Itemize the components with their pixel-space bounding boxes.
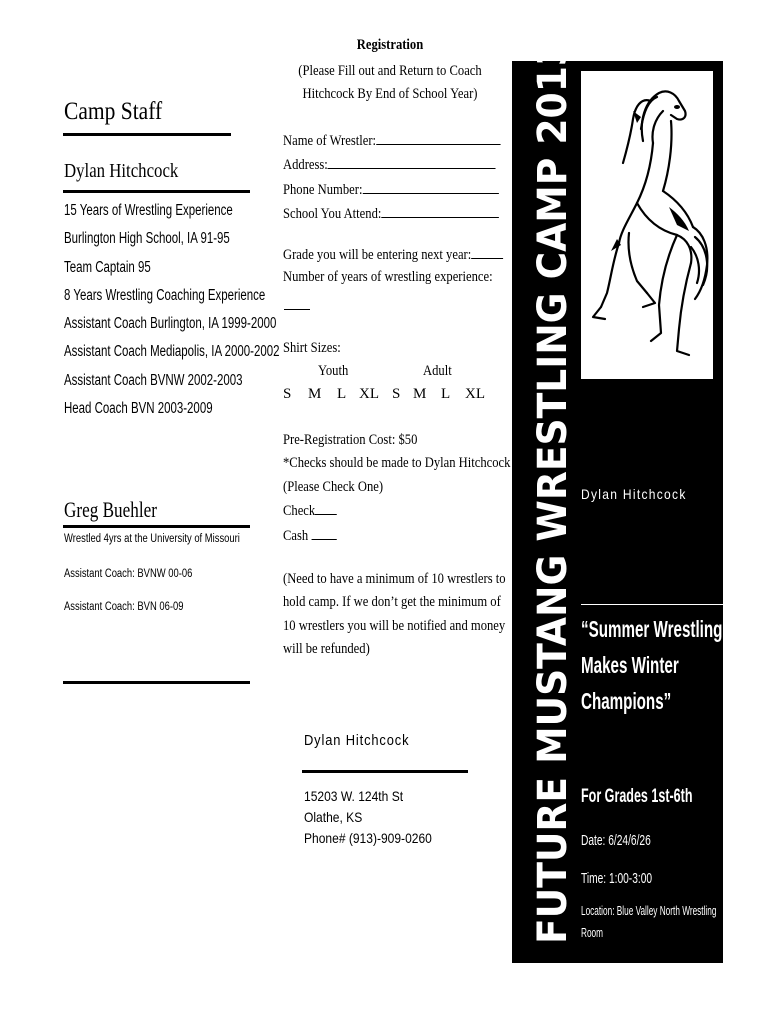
- address-field[interactable]: [283, 153, 500, 177]
- experience-item: Team Captain 95: [64, 258, 151, 276]
- coach2-role: Assistant Coach: BVNW 00-06: [64, 568, 193, 580]
- cost-section: [283, 429, 510, 548]
- contact-phone: Phone# (913)-909-0260: [304, 830, 432, 846]
- experience-item: Burlington High School, IA 91-95: [64, 230, 230, 248]
- slogan-line: Makes Winter: [581, 652, 679, 678]
- years-label: Number of years of wrestling experience:: [283, 269, 493, 285]
- shirt-youth-label: Youth: [318, 363, 349, 379]
- field-label: Phone Number:: [283, 181, 363, 198]
- experience-item: 8 Years Wrestling Coaching Experience: [64, 286, 266, 304]
- mustang-horse-icon: [581, 71, 713, 379]
- experience-item: Assistant Coach Burlington, IA 1999-2000: [64, 315, 277, 333]
- logo-box: [581, 71, 713, 379]
- note-line: 10 wrestlers you will be notified and money: [283, 617, 506, 634]
- shirt-sizes-label: Shirt Sizes:: [283, 340, 341, 356]
- phone-blank[interactable]: [362, 178, 498, 194]
- experience-item: Head Coach BVN 2003-2009: [64, 400, 213, 418]
- note-line: hold camp. If we don’t get the minimum of: [283, 594, 501, 611]
- cash-option[interactable]: [283, 524, 510, 548]
- coach1-experience-list: [64, 197, 384, 423]
- camp-staff-heading: Camp Staff: [64, 98, 163, 125]
- experience-item: 15 Years of Wrestling Experience: [64, 202, 233, 219]
- staff-heading-rule: [63, 133, 231, 136]
- size-option[interactable]: S: [283, 386, 292, 402]
- size-option[interactable]: L: [441, 386, 451, 402]
- shirt-adult-label: Adult: [423, 363, 452, 379]
- panel-grades: For Grades 1st-6th: [581, 786, 693, 807]
- left-column-bottom-rule: [63, 681, 250, 684]
- address-blank[interactable]: [328, 153, 496, 169]
- contact-address2: Olathe, KS: [304, 809, 363, 825]
- note-line: will be refunded): [283, 641, 370, 658]
- coach2-name: Greg Buehler: [64, 497, 157, 522]
- experience-item: Assistant Coach BVNW 2002-2003: [64, 371, 243, 389]
- contact-address1: 15203 W. 124th St: [304, 788, 404, 804]
- location-line: Location: Blue Valley North Wrestling: [581, 904, 717, 918]
- check-blank[interactable]: [315, 499, 337, 515]
- panel-divider: [581, 604, 723, 605]
- years-blank[interactable]: [284, 309, 310, 310]
- name-blank[interactable]: [376, 129, 500, 145]
- coach1-rule: [63, 190, 250, 193]
- name-field[interactable]: [283, 129, 500, 153]
- slogan-line: Champions”: [581, 688, 672, 714]
- location-line: Room: [581, 926, 604, 940]
- cost-line: Pre-Registration Cost: $50: [283, 432, 418, 448]
- phone-field[interactable]: [283, 178, 500, 202]
- size-option[interactable]: L: [337, 386, 347, 402]
- contact-rule: [302, 770, 468, 773]
- checks-note: *Checks should be made to Dylan Hitchcock: [283, 455, 511, 472]
- registration-fields: [283, 129, 500, 227]
- field-label: Name of Wrestler:: [283, 133, 377, 149]
- size-option[interactable]: XL: [359, 386, 379, 402]
- grade-blank[interactable]: [471, 243, 503, 259]
- check-label: Check: [283, 503, 316, 520]
- subtitle-line: Hitchcock By End of School Year): [302, 86, 478, 102]
- note-line: (Need to have a minimum of 10 wrestlers to: [283, 571, 506, 587]
- vertical-title-text: FUTURE MUSTANG WRESTLING CAMP 2013: [530, 39, 576, 944]
- field-label: School You Attend:: [283, 206, 382, 223]
- school-field[interactable]: [283, 202, 500, 226]
- size-option[interactable]: M: [413, 386, 427, 402]
- coach2-role: Assistant Coach: BVN 06-09: [64, 601, 184, 613]
- minimum-note: [283, 568, 506, 662]
- registration-subtitle: [293, 60, 488, 106]
- field-label: Address:: [283, 157, 328, 174]
- subtitle-line: (Please Fill out and Return to Coach: [298, 63, 482, 79]
- size-option[interactable]: XL: [465, 386, 485, 402]
- registration-title: Registration: [356, 37, 424, 53]
- panel-date: Date: 6/24/6/26: [581, 832, 651, 849]
- panel-time: Time: 1:00-3:00: [581, 870, 653, 887]
- coach2-rule: [63, 525, 250, 528]
- check-one-note: (Please Check One): [283, 478, 384, 495]
- size-option[interactable]: S: [392, 386, 401, 402]
- slogan-line: “Summer Wrestling: [581, 616, 723, 642]
- check-option[interactable]: [283, 499, 510, 523]
- coach1-name: Dylan Hitchcock: [64, 160, 179, 182]
- panel-location: [581, 900, 716, 944]
- camp-vertical-title: [530, 0, 576, 944]
- size-option[interactable]: M: [308, 386, 322, 402]
- panel-slogan: [581, 611, 722, 719]
- school-blank[interactable]: [381, 202, 499, 218]
- contact-signature: Dylan Hitchcock: [304, 732, 410, 749]
- cash-blank[interactable]: [311, 524, 336, 540]
- experience-item: Assistant Coach Mediapolis, IA 2000-2002: [64, 343, 280, 361]
- grade-field[interactable]: [283, 243, 503, 267]
- contact-block: [304, 786, 432, 849]
- grade-label: Grade you will be entering next year:: [283, 247, 472, 263]
- coach2-bio: Wrestled 4yrs at the University of Missouri: [64, 533, 240, 545]
- panel-organizer: Dylan Hitchcock: [581, 486, 687, 502]
- cash-label: Cash: [283, 527, 309, 544]
